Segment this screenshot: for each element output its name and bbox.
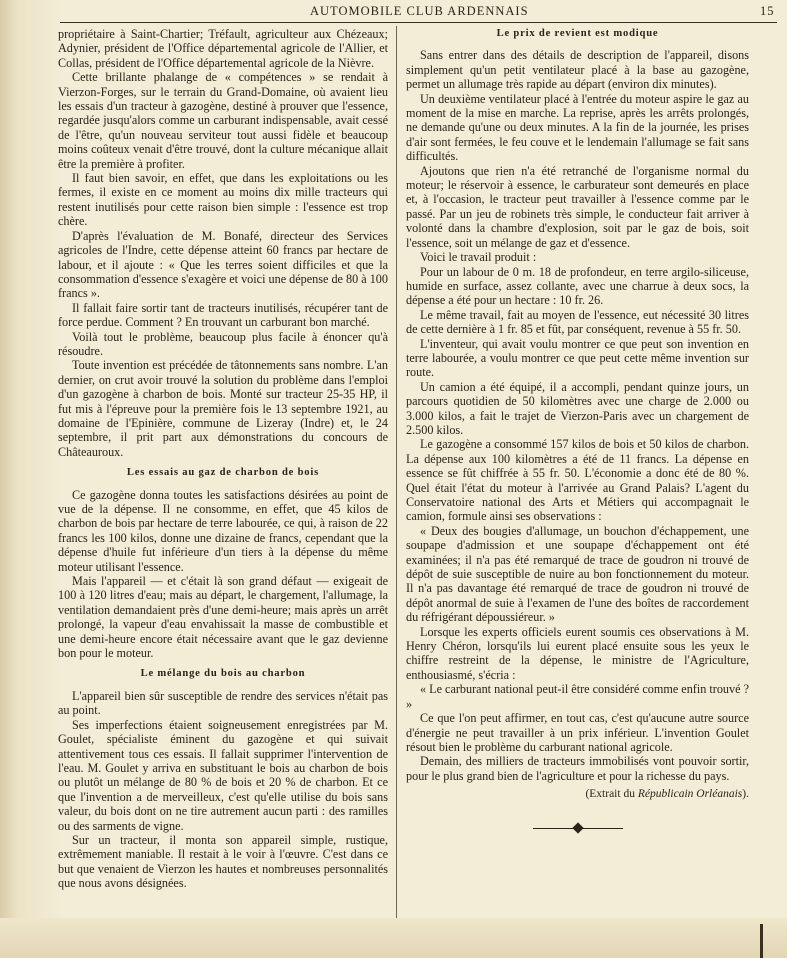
journal-title: AUTOMOBILE CLUB ARDENNAIS — [310, 4, 529, 18]
paragraph: Mais l'appareil — et c'était là son grand défaut — exigeait de 100 à 120 litres d'eau; mais au départ, le chargement, l'allumage, la ventilation demandaient près d'une demi-heure; mais après un arrêt prolongé, la vapeur d'eau envahissait la masse de combustible et une demi-heure encore était nécessaire avant que le gaz devienne bon pour le moteur. — [58, 574, 388, 661]
paragraph: Le même travail, fait au moyen de l'essence, eut nécessité 30 litres de cette dernière à 1 fr. 85 et fût, par conséquent, revenue à 55 fr. 50. — [406, 307, 749, 337]
paragraph: Un deuxième ventilateur placé à l'entrée du moteur aspire le gaz au moment de la mise en marche. La reprise, après les arrêts prolongés, ne demande qu'une ou deux minutes. A la fin de la journée, les prises d'air sont fermées, le feu couve et le lendemain l'allumage se fait sans difficultés. — [406, 91, 749, 164]
paragraph: Lorsque les experts officiels eurent soumis ces observations à M. Henry Chéron, lorsqu'ils lui eurent placé ensuite sous les yeux le chiffre restreint de la dépense, le ministre de l'Agriculture, enthousiasmé, s'écria : — [406, 624, 749, 682]
section-heading: Le mélange du bois au charbon — [140, 668, 306, 680]
source-suffix: ). — [742, 788, 749, 801]
paragraph: Ce que l'on peut affirmer, en tout cas, c'est qu'aucune autre source d'énergie ne peut travailler à un prix inférieur. L'invention Goulet résout bien le problème du carburant national agricole. — [406, 711, 749, 754]
column-divider — [396, 26, 397, 918]
source-title: Républicain Orléanais — [637, 788, 743, 801]
source-prefix: (Extrait du — [585, 788, 638, 801]
paragraph: Le gazogène a consommé 157 kilos de bois et 50 kilos de charbon. La dépense aux 100 kilomètres a été de 11 francs. La dépense en essence se fût chiffrée à 55 fr. 50. L'économie a donc été de 80 %. Quel était l'état du moteur à l'arrivée au Grand Palais? L'agent du Conservatoire national des Arts et Métiers qui accompagnait le camion, formule ainsi ses observations : — [406, 437, 749, 524]
paragraph: L'appareil bien sûr susceptible de rendre des services n'était pas au point. — [58, 688, 388, 718]
paragraph: Voici le travail produit : — [420, 250, 537, 265]
left-column — [58, 27, 388, 891]
header-rule — [60, 22, 777, 23]
source-citation — [406, 787, 749, 801]
paragraph: « Deux des bougies d'allumage, un bouchon d'échappement, une soupape d'admission et une soupape d'échappement ont été examinées; il n'a pas été remarqué de trace de goudron ni trouvé de dépôt de suie susceptible de nuire au bon fonctionnement du moteur. Il n'a pas davantage été remarqué de trace de goudron ni trouvé de dépôt anormal de suie à l'examen de l'une des boîtes de raccordement du réfrigérant dépoussiéreur. » — [406, 523, 749, 625]
binding-edge — [760, 924, 763, 958]
right-column — [406, 27, 749, 834]
paragraph: Sur un tracteur, il monta son appareil simple, rustique, extrêmement maniable. Il restait à le voir à l'œuvre. C'est dans ce but que venaient de Vierzon les hautes et nombreuses personnalités que nous avons désignées. — [58, 832, 388, 891]
paragraph: Voilà tout le problème, beaucoup plus facile à énoncer qu'à résoudre. — [58, 329, 388, 358]
paragraph: Pour un labour de 0 m. 18 de profondeur, en terre argilo-siliceuse, humide en surface, assez collante, avec une charrue à deux socs, la dépense a été pour un hectare : 10 fr. 26. — [406, 264, 749, 308]
paragraph: L'inventeur, qui avait voulu montrer ce que peut son invention en terre labourée, a voulu montrer ce que peut cette même invention sur route. — [406, 336, 749, 380]
paragraph: Cette brillante phalange de « compétences » se rendait à Vierzon-Forges, sur le terrain du Grand-Domaine, où avaient lieu les essais d'un tracteur à gazogène, destiné à prouver que l'essence, regardée jusqu'alors comme un carburant indispensable, avait cessé de l'être, qu'un nouveau serviteur tout aussi fidèle et beaucoup moins coûteux venait d'être trouvé, dont la culture mécanique allait être la première à profiter. — [58, 70, 388, 171]
end-ornament — [533, 824, 623, 834]
paragraph: « Le carburant national peut-il être considéré comme enfin trouvé ? » — [406, 682, 749, 711]
paragraph: propriétaire à Saint-Chartier; Tréfault, agriculteur aux Chézeaux; Adynier, président de l'Office départemental agricole de l'Allier, et Collas, président de l'Office départemental agricole de la Nièvre. — [58, 27, 388, 70]
paragraph: Sans entrer dans des détails de description de l'appareil, disons simplement qu'un petit ventilateur placé à la base au gazogène, permet un allumage très rapide au départ (environ dix minutes). — [406, 48, 749, 92]
paragraph: Un camion a été équipé, il a accompli, pendant quinze jours, un parcours quotidien de 50 kilomètres avec une charge de 2.000 ou 3.000 kilos, a fait le trajet de Vierzon-Paris avec un chargement de 2.500 kilos. — [406, 379, 749, 437]
section-heading: Le prix de revient est modique — [496, 28, 659, 39]
paragraph: Toute invention est précédée de tâtonnements sans nombre. L'an dernier, on crut avoir trouvé la solution du problème dans l'emploi d'un gazogène à charbon de bois. Monté sur tracteur 25-35 HP, il fut mis à l'épreuve pour la première fois le 13 septembre 1921, au domaine de l'Epinière, commune de Lizeray (Indre) et, le 24 septembre, il prit part aux démonstrations du concours de Châteauroux. — [58, 358, 388, 459]
ornament-diamond — [572, 822, 583, 833]
paragraph: D'après l'évaluation de M. Bonafé, directeur des Services agricoles de l'Indre, cette dépense atteint 60 francs par hectare de labour, et il ajoute : « Que les terres soient difficiles et que la consommation d'essence s'exagère et voici une dépense de 80 à 100 francs ». — [58, 228, 388, 301]
paragraph: Ce gazogène donna toutes les satisfactions désirées au point de vue de la dépense. Il ne consomme, en effet, que 45 kilos de charbon de bois par hectare de terre labourée, ce qui, à raison de 22 francs les 100 kilos, donne une dizaine de francs, cependant que la dépense d'huile fut inférieure d'un tiers à la dépense du même moteur utilisant l'essence. — [58, 487, 388, 574]
page-number: 15 — [760, 4, 775, 18]
paragraph: Il faut bien savoir, en effet, que dans les exploitations ou les fermes, il existe en ce moment au moins dix mille tracteurs qui restent inutilisés pour cette raison bien simple : l'essence est trop chère. — [58, 171, 388, 229]
section-heading: Les essais au gaz de charbon de bois — [126, 467, 320, 479]
paragraph: Ajoutons que rien n'a été retranché de l'organisme normal du moteur; le réservoir à essence, le carburateur sont demeurés en place et, à l'occasion, le tracteur peut travailler à l'essence comme par le passé. Par un jeu de robinets très simple, le conducteur fait arriver à volonté dans la chambre d'explosion, soit par le gaz de bois, soit l'essence, soit un mélange de gaz et d'essence. — [406, 163, 749, 250]
paragraph: Demain, des milliers de tracteurs immobilisés vont pouvoir sortir, pour le plus grand bien de l'agriculture et pour la richesse du pays. — [406, 754, 749, 783]
paragraph: Ses imperfections étaient soigneusement enregistrées par M. Goulet, spécialiste éminent du gazogène et qui suivait attentivement tous ces essais. Il fallait supprimer l'intervention de l'eau. M. Goulet y arriva en substituant le bois au charbon de bois ou plutôt un mélange de 80 % de bois et 20 % de charbon. Et ce que l'invention a de merveilleux, c'est qu'elle utilise du bois sans valeur, du bois dont on ne tire autrement aucun parti : des ramilles ou des sarments de vigne. — [58, 717, 388, 833]
paragraph: Il fallait faire sortir tant de tracteurs inutilisés, récupérer tant de force perdue. Comment ? En trouvant un carburant bon marché. — [58, 300, 388, 330]
page-header — [0, 4, 787, 20]
page-bottom-margin — [0, 918, 787, 958]
